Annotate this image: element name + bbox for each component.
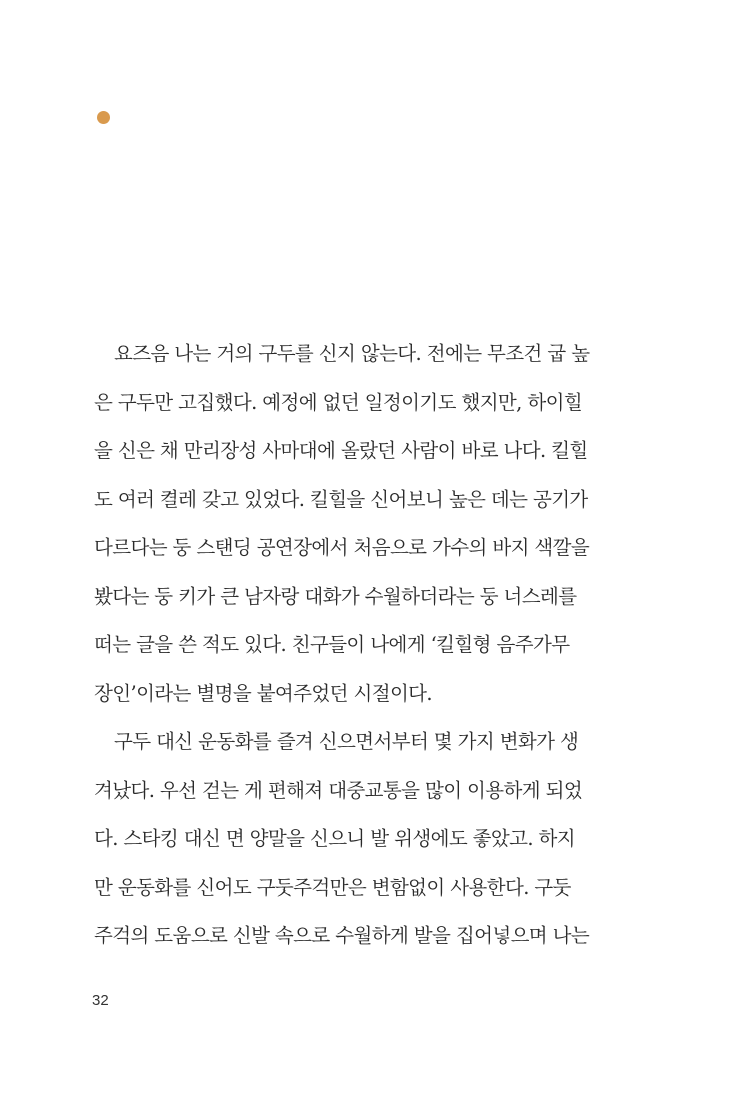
paragraph-2-line: 겨났다. 우선 걷는 게 편해져 대중교통을 많이 이용하게 되었 — [94, 778, 583, 802]
orange-bullet-dot — [97, 111, 110, 124]
paragraph-2-line: 만 운동화를 신어도 구둣주걱만은 변함없이 사용한다. 구둣 — [94, 875, 571, 899]
page-number: 32 — [92, 992, 109, 1009]
paragraph-1-line: 봤다는 둥 키가 큰 남자랑 대화가 수월하더라는 둥 너스레를 — [94, 584, 577, 608]
paragraph-2-line: 주걱의 도움으로 신발 속으로 수월하게 발을 집어넣으며 나는 — [94, 924, 590, 947]
paragraph-1-line: 떠는 글을 쓴 적도 있다. 친구들이 나에게 ‘킬힐형 음주가무 — [94, 633, 570, 656]
paragraph-1-line: 을 신은 채 만리장성 사마대에 올랐던 사람이 바로 나다. 킬힐 — [94, 439, 588, 462]
paragraph-2-line: 구두 대신 운동화를 즐겨 신으면서부터 몇 가지 변화가 생 — [114, 730, 579, 753]
body-text — [94, 330, 614, 961]
paragraph-1-line: 다르다는 둥 스탠딩 공연장에서 처음으로 가수의 바지 색깔을 — [94, 536, 590, 559]
paragraph-2-line: 다. 스타킹 대신 면 양말을 신으니 발 위생에도 좋았고. 하지 — [94, 827, 576, 850]
paragraph-1-line: 은 구두만 고집했다. 예정에 없던 일정이기도 했지만, 하이힐 — [94, 390, 583, 414]
paragraph-1-line: 도 여러 켤레 갖고 있었다. 킬힐을 신어보니 높은 데는 공기가 — [94, 487, 588, 511]
paragraph-1-line: 요즈음 나는 거의 구두를 신지 않는다. 전에는 무조건 굽 높 — [114, 342, 590, 365]
paragraph-1-line: 장인’이라는 별명을 붙여주었던 시절이다. — [94, 681, 433, 705]
